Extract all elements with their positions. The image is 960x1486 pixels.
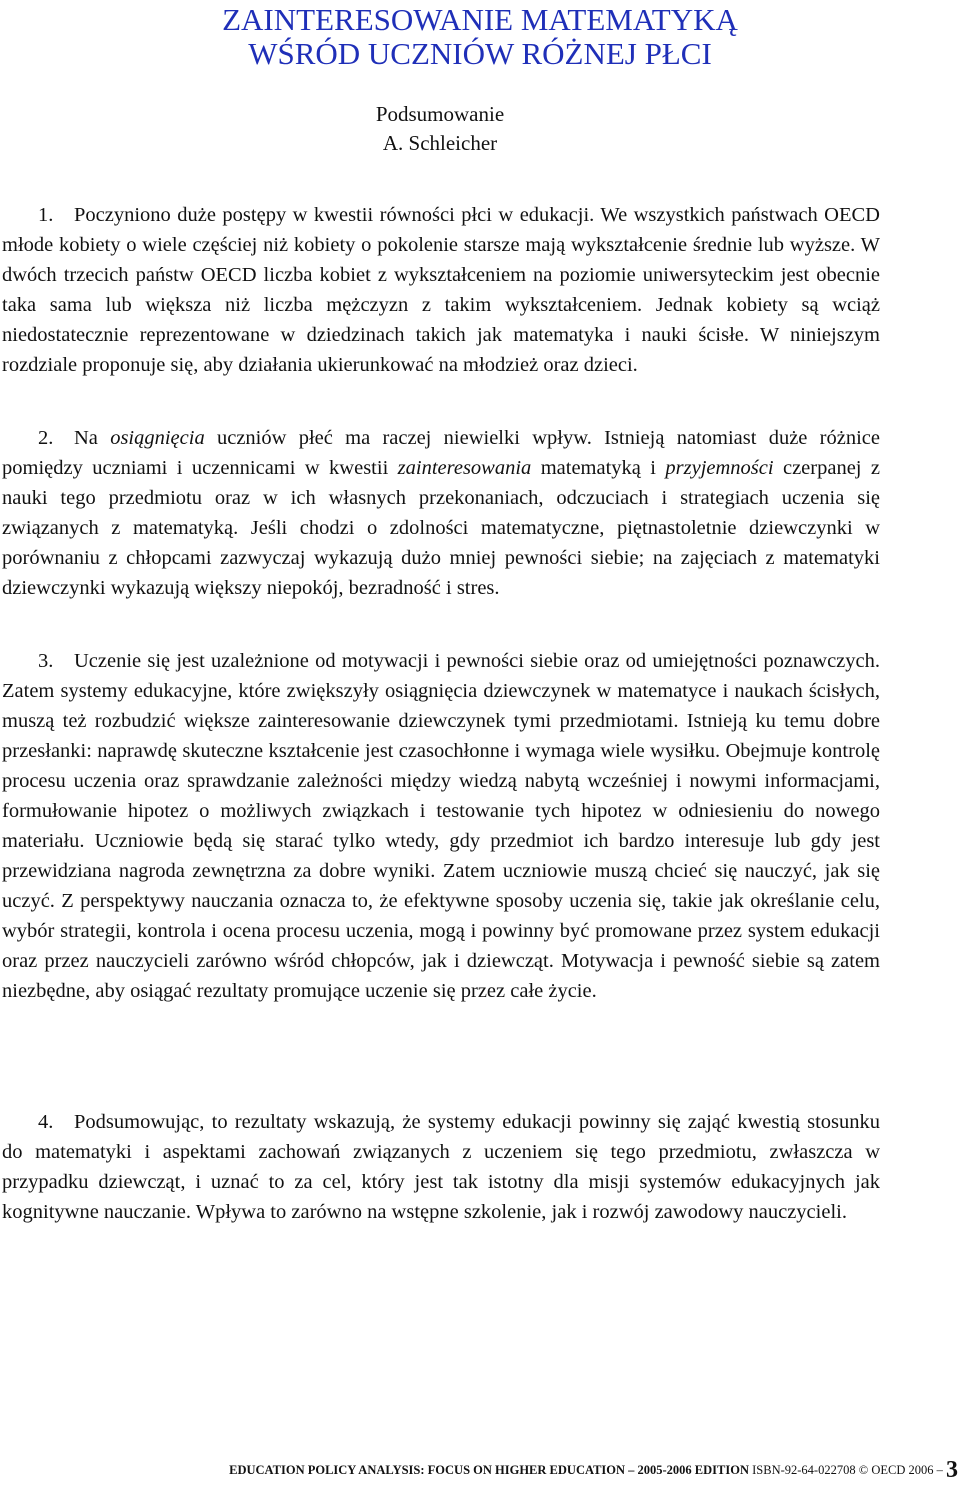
emphasis-interest: zainteresowania [397, 457, 532, 479]
paragraph-2 [2, 423, 880, 603]
paragraph-text: Poczyniono duże postępy w kwestii równości płci w edukacji. We wszystkich państwach OECD młode kobiety o wiele częściej niż kobiety o pokolenie starsze mają wykształcenie średnie lub wyższe. W dwóch trzecich państw OECD liczba kobiet z wykształceniem na poziomie uniwersyteckim jest obecnie taka sama lub większa niż liczba mężczyzn z takim wykształceniem. Jednak kobiety są wciąż niedostatecznie reprezentowane w dziedzinach takich jak matematyka i nauki ścisłe. W niniejszym rozdziale proponuje się, aby działania ukierunkować na młodzież oraz dzieci. [2, 204, 880, 376]
page-footer [0, 1457, 958, 1483]
paragraph-text: matematyką i [531, 457, 666, 479]
paragraph-text: Podsumowując, to rezultaty wskazują, że systemy edukacji powinny się zająć kwestią stosunku do matematyki i aspektami zachowań związanych z uczeniem się tego przedmiotu, zwłaszcza w przypadku dziewcząt, i uznać to za cel, który jest tak istotny dla misji systemów edukacyjnych jak kognitywne nauczanie. Wpływa to zarówno na wstępne szkolenie, jak i rozwój zawodowy nauczycieli. [2, 1111, 880, 1223]
paragraph-number: 1. [38, 204, 54, 226]
footer-isbn: ISBN-92-64-022708 [752, 1463, 856, 1477]
title-line-1: ZAINTERESOWANIE MATEMATYKĄ [222, 2, 738, 37]
paragraph-1 [2, 200, 880, 380]
paragraph-number: 3. [38, 650, 54, 672]
title-line-2: WŚRÓD UCZNIÓW RÓŻNEJ PŁCI [248, 36, 712, 71]
paragraph-3 [2, 646, 880, 1006]
paragraph-4 [2, 1107, 880, 1227]
paragraph-text: uczniów płeć ma raczej niewielki wpływ. Istnieją natomiast duże różnice pomiędzy uczniami i uczennicami w kwestii [2, 427, 881, 479]
paragraph-text: Uczenie się jest uzależnione od motywacji i pewności siebie oraz od umiejętności poznawczych. Zatem systemy edukacyjne, które zwiększyły osiągnięcia dziewczynek w matematyce i naukach ścisłych, muszą też rozbudzić większe zainteresowanie dziewczynek tymi przedmiotami. Istnieją ku temu dobre przesłanki: naprawdę skuteczne kształcenie jest czasochłonne i wymaga wiele wysiłku. Obejmuje kontrolę procesu uczenia oraz sprawdzanie zależności między wiedzą nabytą wcześniej i nowymi informacjami, formułowanie hipotez o możliwych związkach i testowanie tych hipotez w odniesieniu do nowego materiału. Uczniowie będą się starać tylko wtedy, gdy przedmiot ich bardzo interesuje lub gdy jest przewidziana nagroda zewnętrzna za dobre wyniki. Zatem uczniowie muszą chcieć się nauczyć, jak się uczyć. Z perspektywy nauczania oznacza to, że efektywne sposoby uczenia się, takie jak określanie celu, wybór strategii, kontrola i ocena procesu uczenia, mogą i powinny być promowane przez system edukacji oraz przez nauczycieli zarówno wśród chłopców, jak i dziewcząt. Motywacja i pewność siebie są zatem niezbędne, aby osiągać rezultaty promujące uczenie się przez całe życie. [2, 650, 880, 1002]
author-name: A. Schleicher [382, 131, 498, 155]
emphasis-achievements: osiągnięcia [110, 427, 205, 449]
paragraph-text: czerpanej z nauki tego przedmiotu oraz w ich własnych przekonaniach, odczuciach i strategiach uczenia się związanych z matematyką. Jeśli chodzi o zdolności matematyczne, piętnastoletnie dziewczynki w porównaniu z chłopcami zazwyczaj wykazują dużo mniej pewności siebie; na zajęciach z matematyki dziewczynki wykazują większy niepokój, bezradność i stres. [2, 457, 880, 599]
paragraph-number: 2. [38, 427, 54, 449]
footer-series: EDUCATION POLICY ANALYSIS: FOCUS ON HIGHER EDUCATION – 2005-2006 EDITION [229, 1463, 749, 1477]
footer-copyright: © OECD 2006 – [858, 1463, 943, 1477]
emphasis-enjoyment: przyjemności [665, 457, 774, 479]
paragraph-text: Na [74, 427, 111, 449]
section-subtitle: Podsumowanie [375, 102, 505, 126]
page-number: 3 [946, 1457, 958, 1483]
paragraph-number: 4. [38, 1111, 54, 1133]
